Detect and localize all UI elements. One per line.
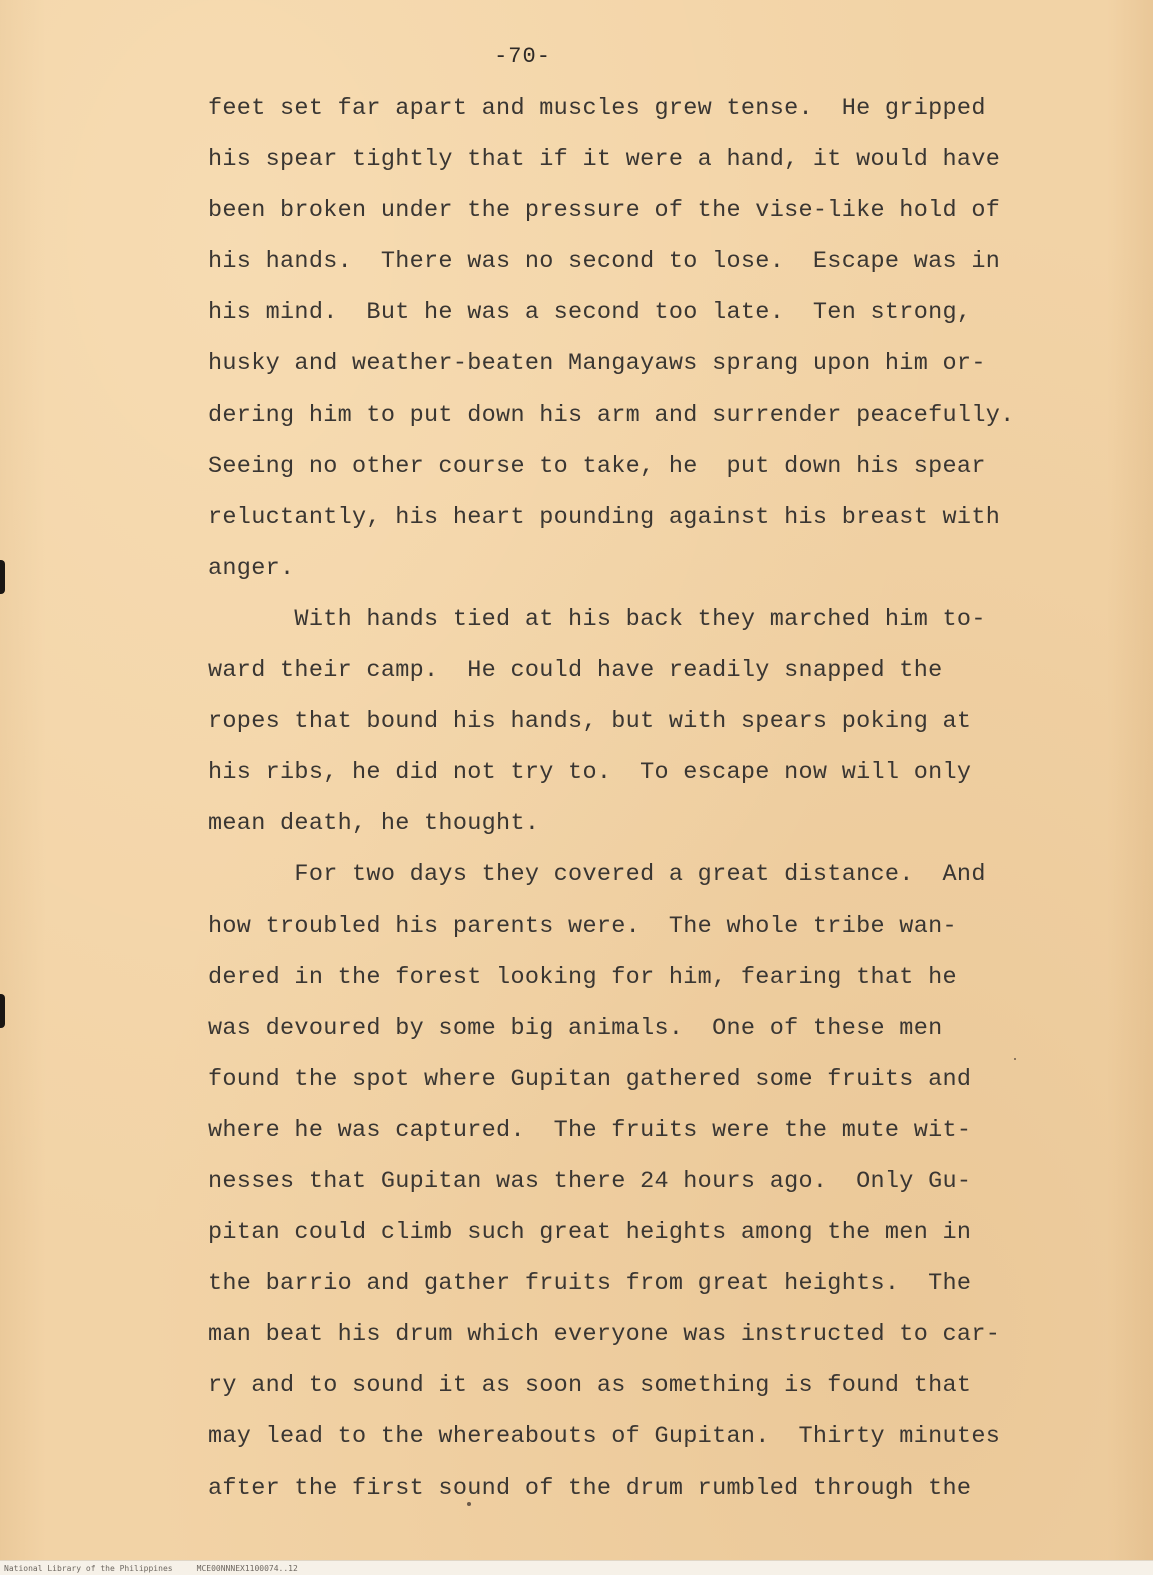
text-line: feet set far apart and muscles grew tense. He gripped (208, 95, 986, 122)
text-line: man beat his drum which everyone was instructed to car- (208, 1321, 1001, 1349)
text-line: been broken under the pressure of the vise-like hold of (208, 197, 1001, 225)
text-line: after the first sound of the drum rumbled through the (208, 1474, 972, 1502)
text-line: where he was captured. The fruits were the mute wit- (208, 1116, 972, 1144)
text-line: the barrio and gather fruits from great heights. The (208, 1270, 972, 1298)
binding-hole-mark (0, 994, 5, 1028)
text-line: mean death, he thought. (208, 810, 540, 838)
body-text (208, 88, 1088, 1519)
page-number: -70- (494, 44, 551, 69)
text-line: nesses that Gupitan was there 24 hours ago. Only Gu- (208, 1167, 972, 1195)
text-line: For two days they covered a great distance. And (208, 861, 986, 889)
text-line: may lead to the whereabouts of Gupitan. Thirty minutes (208, 1423, 1001, 1451)
text-line: dered in the forest looking for him, fearing that he (208, 963, 957, 991)
text-line: how troubled his parents were. The whole tribe wan- (208, 912, 957, 940)
scan-footer-label: National Library of the Philippines MCE00NNNEX1100074..12 (4, 1564, 298, 1573)
text-line: dering him to put down his arm and surrender peacefully. (208, 401, 1015, 429)
text-line: ropes that bound his hands, but with spears poking at (208, 708, 972, 736)
binding-hole-mark (0, 560, 5, 594)
ink-speck (1014, 1058, 1016, 1060)
text-line: was devoured by some big animals. One of these men (208, 1014, 943, 1042)
text-line: found the spot where Gupitan gathered some fruits and (208, 1065, 972, 1093)
text-line: his hands. There was no second to lose. Escape was in (208, 248, 1001, 276)
text-line: husky and weather-beaten Mangayaws sprang upon him or- (208, 350, 986, 378)
text-line: pitan could climb such great heights among the men in (208, 1219, 972, 1247)
text-line: ry and to sound it as soon as something is found that (208, 1372, 972, 1400)
text-line: With hands tied at his back they marched him to- (208, 605, 986, 633)
text-line: his mind. But he was a second too late. Ten strong, (208, 299, 972, 327)
text-line: his spear tightly that if it were a hand, it would have (208, 146, 1001, 174)
text-line: reluctantly, his heart pounding against his breast with (208, 503, 1001, 531)
scan-footer (0, 1560, 1153, 1575)
text-line: Seeing no other course to take, he put down his spear (208, 452, 986, 480)
text-line: anger. (208, 554, 295, 582)
ink-speck (467, 1502, 471, 1506)
text-line: his ribs, he did not try to. To escape now will only (208, 759, 972, 787)
text-line: ward their camp. He could have readily snapped the (208, 657, 943, 685)
